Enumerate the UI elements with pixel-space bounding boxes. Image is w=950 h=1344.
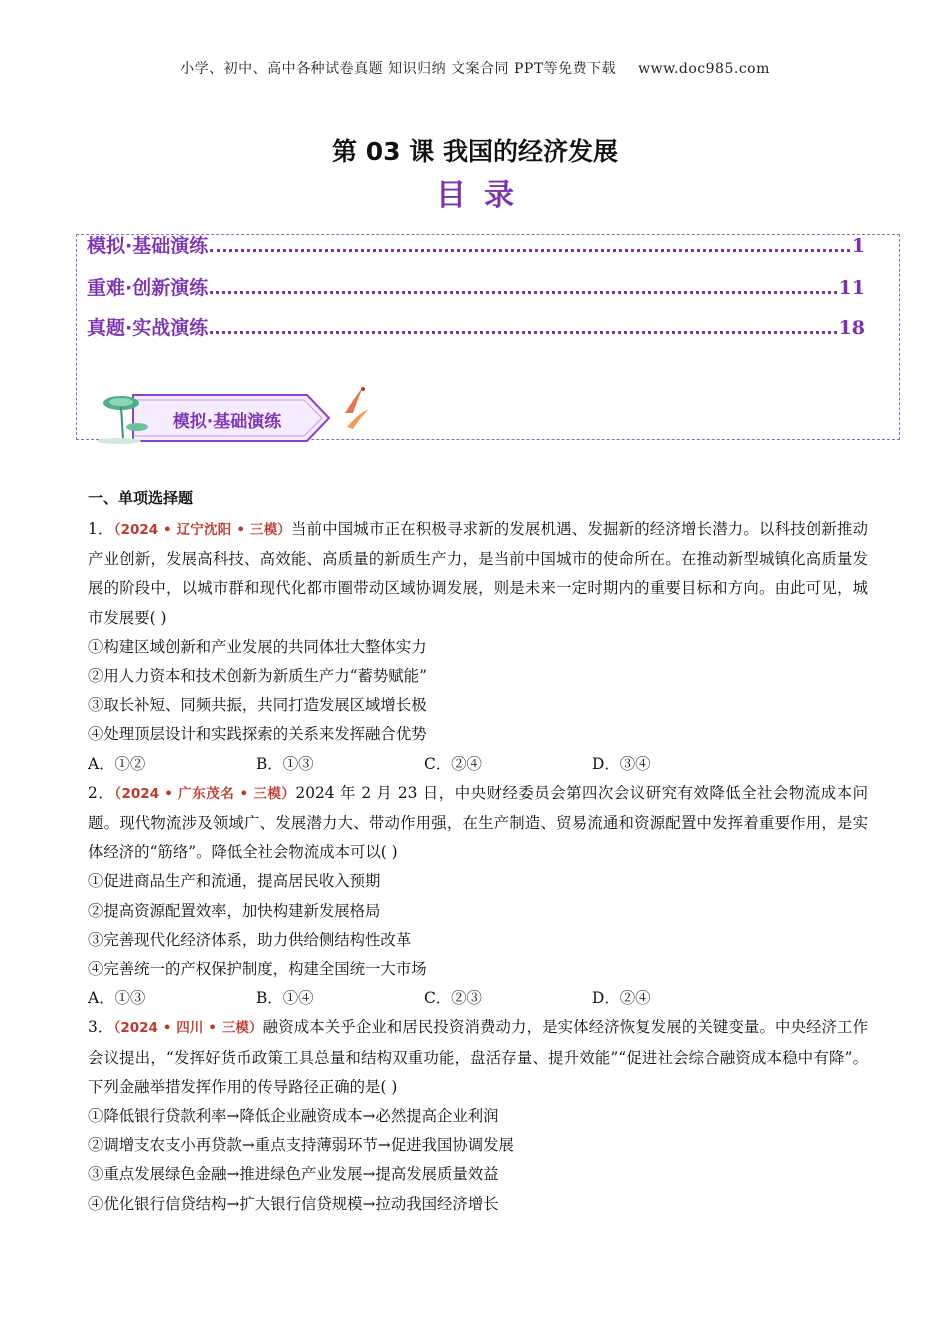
option: ③完善现代化经济体系，助力供给侧结构性改革	[88, 930, 412, 949]
toc-item-label: 模拟·基础演练	[87, 235, 209, 257]
choice-c[interactable]: C．②③	[424, 989, 482, 1008]
toc-item-page: 18	[838, 317, 865, 339]
option: ①降低银行贷款利率→降低企业融资成本→必然提高企业利润	[88, 1107, 499, 1126]
choice-a[interactable]: A．①②	[88, 754, 146, 773]
toc-item-exam[interactable]	[87, 313, 865, 340]
question-text: 当前中国城市正在积极寻求新的发展机遇、发掘新的经济增长潜力。以科技创新推动产业创新，发展高科技、高效能、高质量的新质生产力，是当前中国城市的使命所在。在推动新型城镇化高质量发展的阶段中，以城市群和现代化都市圈带动区域协调发展，则是未来一定时期内的重要目标和方向。由此可见，城市发展要( )	[88, 520, 868, 627]
question-stem	[88, 515, 868, 633]
choice-d[interactable]: D．③④	[592, 754, 651, 773]
option: ①构建区域创新和产业发展的共同体壮大整体实力	[88, 637, 427, 656]
toc-item-page: 11	[838, 277, 865, 299]
toc-leader-dots	[210, 249, 850, 252]
option: ②提高资源配置效率，加快构建新发展格局	[88, 901, 381, 920]
toc-item-label: 重难·创新演练	[87, 277, 209, 299]
option: ①促进商品生产和流通，提高居民收入预期	[88, 872, 381, 891]
banner-label: 模拟·基础演练	[172, 412, 282, 432]
table-of-contents	[76, 234, 900, 440]
question-number: 1．	[88, 520, 114, 538]
choice-b[interactable]: B．①③	[256, 754, 314, 773]
header-url[interactable]: www.doc985.com	[638, 61, 770, 77]
option: ④优化银行信贷结构→扩大银行信贷规模→拉动我国经济增长	[88, 1194, 499, 1213]
answer-choices	[88, 750, 868, 779]
section-banner	[97, 383, 397, 445]
question-content	[88, 486, 868, 1219]
question-number: 2．	[88, 783, 115, 802]
question-2	[88, 779, 868, 1014]
koi-fish-icon	[345, 387, 369, 429]
page-header	[0, 58, 950, 78]
toc-item-label: 真题·实战演练	[87, 317, 209, 339]
choice-a[interactable]: A．①③	[88, 989, 146, 1008]
question-source: （2024 • 广东茂名 • 三模）	[114, 785, 296, 802]
question-1	[88, 515, 868, 779]
choice-b[interactable]: B．①④	[256, 989, 314, 1008]
answer-choices	[88, 984, 868, 1013]
question-source: （2024 • 辽宁沈阳 • 三模）	[113, 522, 291, 538]
header-text: 小学、初中、高中各种试卷真题 知识归纳 文案合同 PPT等免费下载	[180, 61, 617, 77]
question-stem	[88, 1013, 868, 1102]
option: ③重点发展绿色金融→推进绿色产业发展→提高发展质量效益	[88, 1165, 499, 1184]
option: ②用人力资本和技术创新为新质生产力“蓄势赋能”	[88, 667, 427, 686]
question-text: 2024 年 2 月 23 日，中央财经委员会第四次会议研究有效降低全社会物流成本问题。现代物流涉及领域广、发展潜力大、带动作用强，在生产制造、贸易流通和资源配置中发挥着重要作用，是实体经济的“筋络”。降低全社会物流成本可以( )	[88, 783, 868, 862]
option: ③取长补短、同频共振，共同打造发展区域增长极	[88, 696, 427, 715]
choice-d[interactable]: D．②④	[592, 989, 651, 1008]
option: ④完善统一的产权保护制度，构建全国统一大市场	[88, 960, 427, 979]
toc-leader-dots	[210, 331, 836, 334]
toc-leader-dots	[210, 291, 836, 294]
section-title: 一、单项选择题	[88, 489, 194, 507]
choice-c[interactable]: C．②④	[424, 754, 482, 773]
toc-item-advanced[interactable]	[87, 273, 865, 300]
question-text: 融资成本关乎企业和居民投资消费动力，是实体经济恢复发展的关键变量。中央经济工作会议提出，“发挥好货币政策工具总量和结构双重功能，盘活存量、提升效能”“促进社会综合融资成本稳中有降”。下列金融举措发挥作用的传导路径正确的是( )	[88, 1018, 868, 1096]
question-stem	[88, 779, 868, 868]
toc-item-page: 1	[851, 235, 865, 257]
option: ②调增支农支小再贷款→重点支持薄弱环节→促进我国协调发展	[88, 1136, 514, 1155]
toc-item-basic[interactable]	[87, 231, 865, 258]
toc-heading: 目录	[436, 178, 532, 213]
lesson-title: 第 03 课 我国的经济发展	[332, 137, 618, 166]
question-source: （2024 • 四川 • 三模）	[113, 1020, 263, 1037]
option: ④处理顶层设计和实践探索的关系来发挥融合优势	[88, 725, 427, 744]
question-3	[88, 1013, 868, 1218]
question-number: 3．	[88, 1018, 114, 1037]
